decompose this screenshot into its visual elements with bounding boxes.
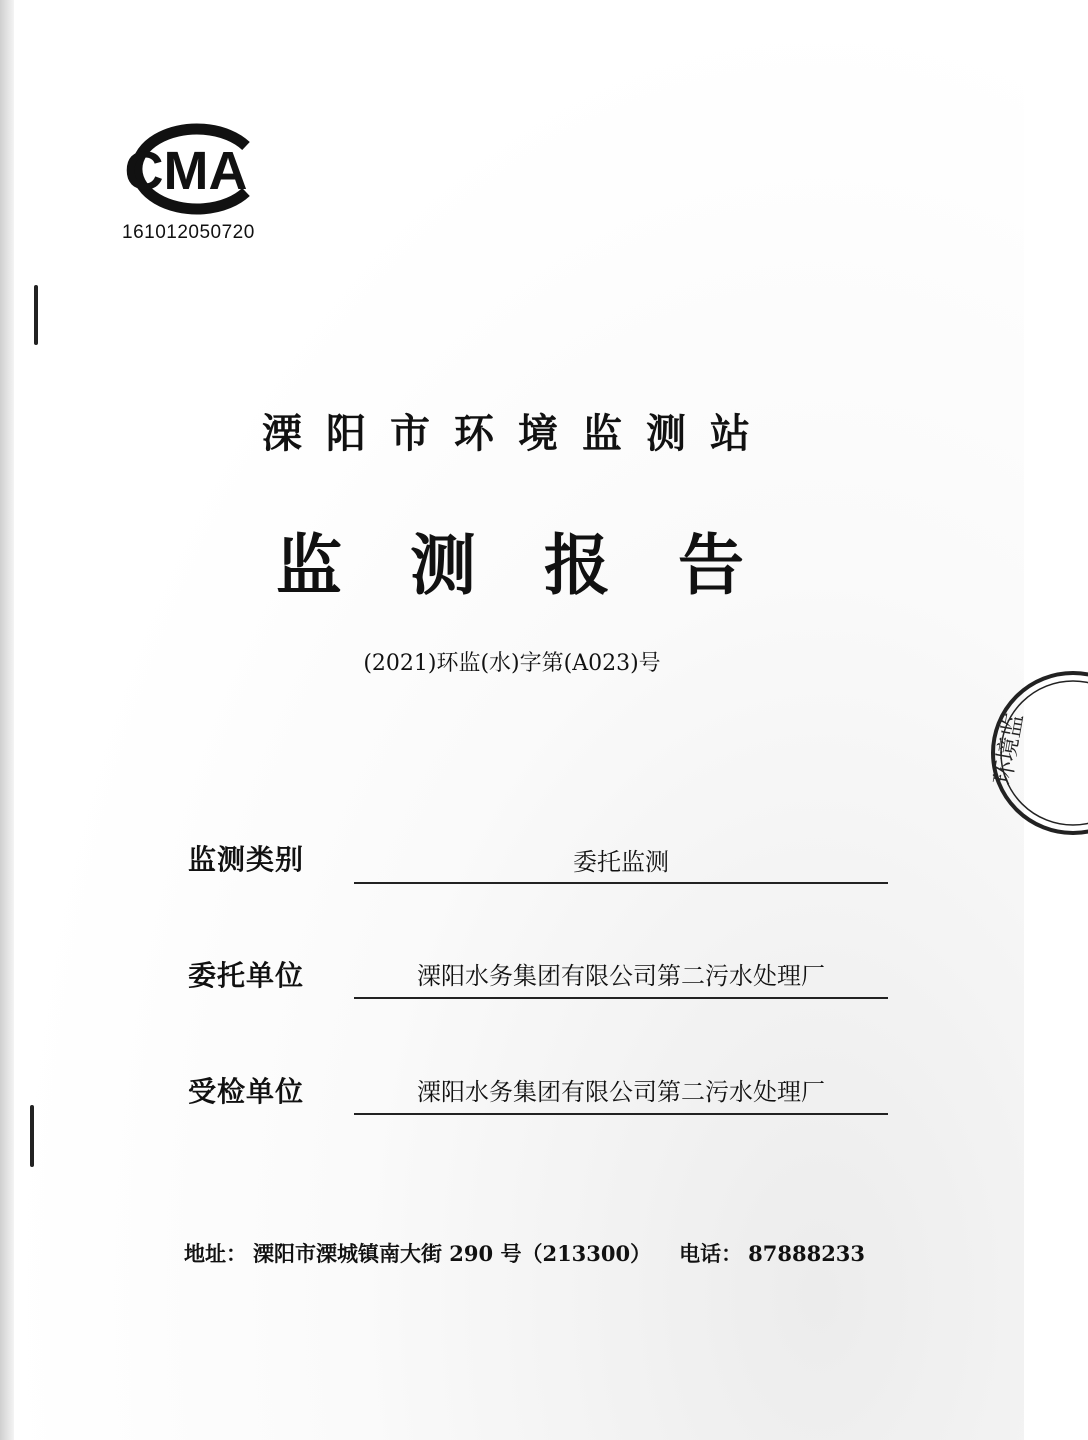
field-label-monitoring-type: 监测类别 — [188, 843, 305, 876]
cma-certificate-number: 161012050720 — [122, 222, 255, 243]
field-value-monitoring-type: 委托监测 — [573, 848, 669, 876]
official-seal-stamp-icon — [968, 668, 1088, 838]
cma-certification-logo-icon — [118, 126, 268, 212]
cma-logo-text: CMA — [124, 141, 248, 201]
address-line — [184, 1238, 871, 1268]
field-value-inspected-unit: 溧阳水务集团有限公司第二污水处理厂 — [417, 1078, 825, 1106]
field-value-client: 溧阳水务集团有限公司第二污水处理厂 — [417, 962, 825, 990]
field-label-client: 委托单位 — [188, 959, 305, 992]
binder-hole-mark-bottom — [30, 1105, 34, 1167]
field-underline — [354, 882, 888, 884]
phone-number: 87888233 — [748, 1241, 866, 1266]
report-title: 监测报告 — [276, 527, 812, 604]
organization-name: 溧阳市环境监测站 — [262, 411, 774, 457]
report-number: (2021)环监(水)字第(A023)号 — [363, 651, 661, 676]
address-text: 溧阳市溧城镇南大街 290 号（213300） — [253, 1241, 652, 1266]
scan-edge-shadow — [0, 0, 14, 1440]
address-label: 地址： — [184, 1241, 247, 1266]
seal-text: 环境监 — [988, 711, 1029, 788]
phone-label: 电话： — [679, 1241, 743, 1266]
field-underline — [354, 997, 888, 999]
field-underline — [354, 1113, 888, 1115]
field-label-inspected-unit: 受检单位 — [188, 1075, 305, 1108]
binder-hole-mark-top — [34, 285, 38, 345]
